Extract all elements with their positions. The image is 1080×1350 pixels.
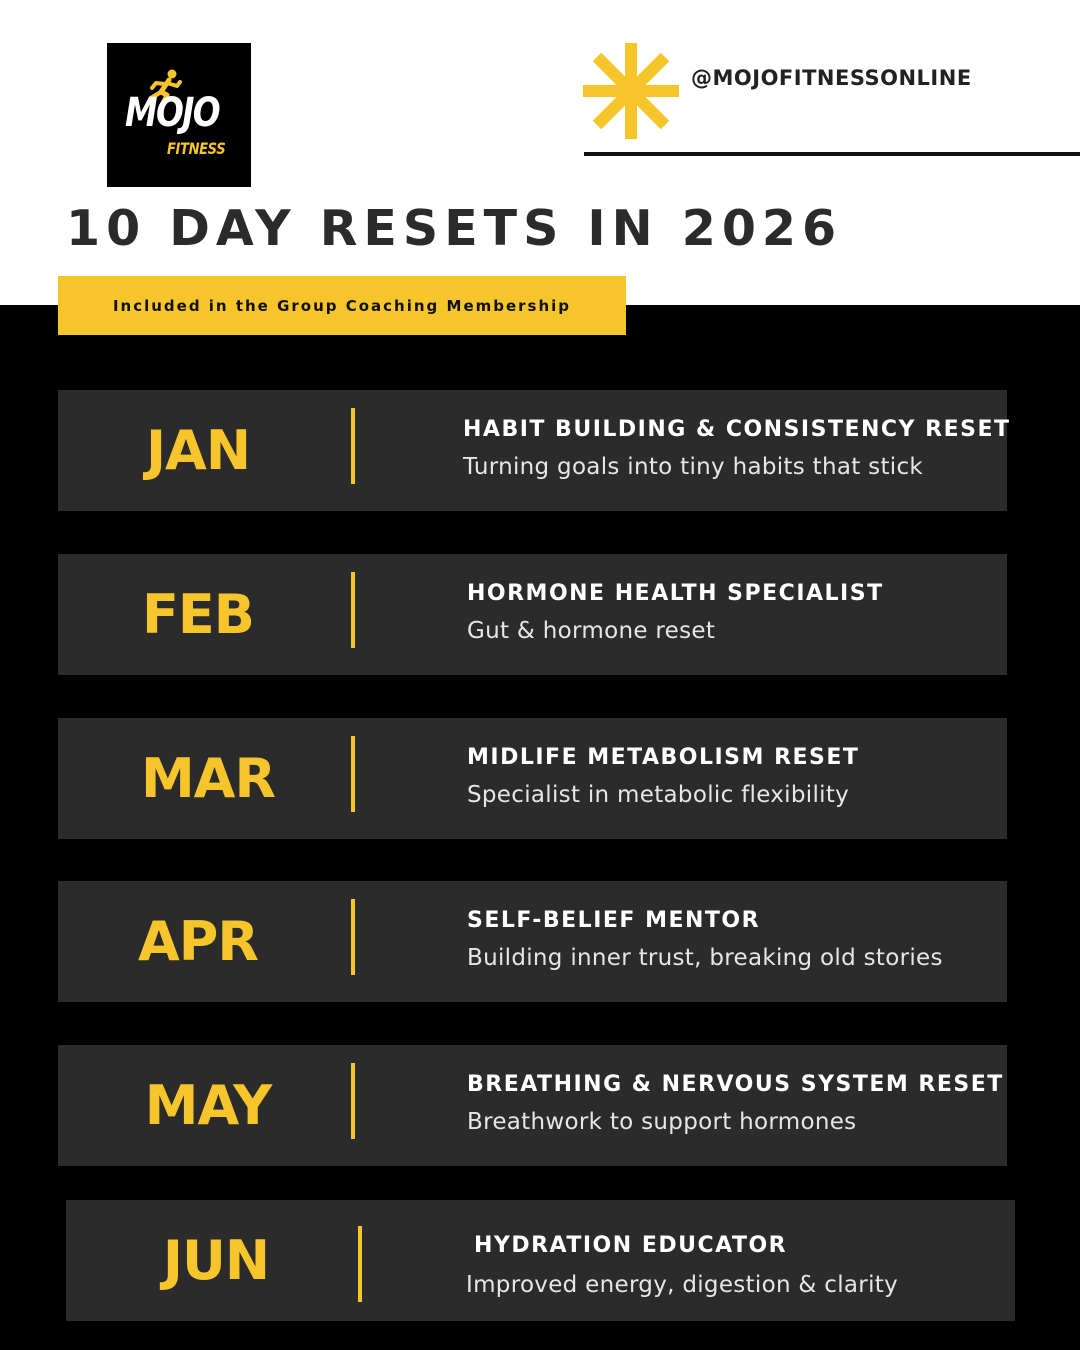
card-divider — [351, 899, 355, 975]
card-divider — [351, 736, 355, 812]
reset-title: HABIT BUILDING & CONSISTENCY RESET — [463, 417, 1011, 442]
month-label: JAN — [145, 419, 251, 482]
reset-title: HORMONE HEALTH SPECIALIST — [467, 581, 884, 606]
month-label: MAY — [144, 1074, 272, 1137]
reset-subtitle: Building inner trust, breaking old stories — [467, 945, 943, 971]
month-label: FEB — [142, 583, 254, 646]
card-divider — [351, 1063, 355, 1139]
reset-card-jun — [66, 1200, 1015, 1321]
logo-subtitle: FITNESS — [167, 139, 226, 158]
card-divider — [351, 408, 355, 484]
card-divider — [351, 572, 355, 648]
logo-wordmark: MOJO — [125, 90, 220, 136]
reset-card-apr — [58, 881, 1007, 1002]
card-divider — [358, 1226, 362, 1302]
reset-subtitle: Breathwork to support hormones — [467, 1109, 857, 1135]
reset-subtitle: Specialist in metabolic flexibility — [467, 782, 850, 808]
month-label: MAR — [140, 747, 276, 810]
reset-subtitle: Gut & hormone reset — [467, 618, 716, 644]
social-handle[interactable]: @MOJOFITNESSONLINE — [691, 66, 972, 90]
month-label: JUN — [162, 1229, 270, 1292]
asterisk-icon — [583, 43, 679, 139]
page-title: 10 DAY RESETS IN 2026 — [66, 200, 843, 257]
reset-card-mar — [58, 718, 1007, 839]
membership-banner — [58, 276, 626, 335]
banner-text: Included in the Group Coaching Membership — [112, 296, 572, 315]
month-label: APR — [138, 910, 258, 973]
header-divider — [584, 152, 1080, 156]
reset-card-jan — [58, 390, 1011, 511]
reset-title: BREATHING & NERVOUS SYSTEM RESET — [467, 1072, 1004, 1097]
reset-title: SELF-BELIEF MENTOR — [467, 908, 761, 933]
reset-title: MIDLIFE METABOLISM RESET — [467, 745, 860, 770]
reset-subtitle: Turning goals into tiny habits that stick — [463, 454, 924, 480]
reset-subtitle: Improved energy, digestion & clarity — [466, 1272, 898, 1298]
reset-card-feb — [58, 554, 1007, 675]
reset-title: HYDRATION EDUCATOR — [474, 1233, 788, 1258]
mojo-fitness-logo — [107, 43, 251, 187]
reset-card-may — [58, 1045, 1007, 1166]
header-section — [0, 0, 1080, 305]
